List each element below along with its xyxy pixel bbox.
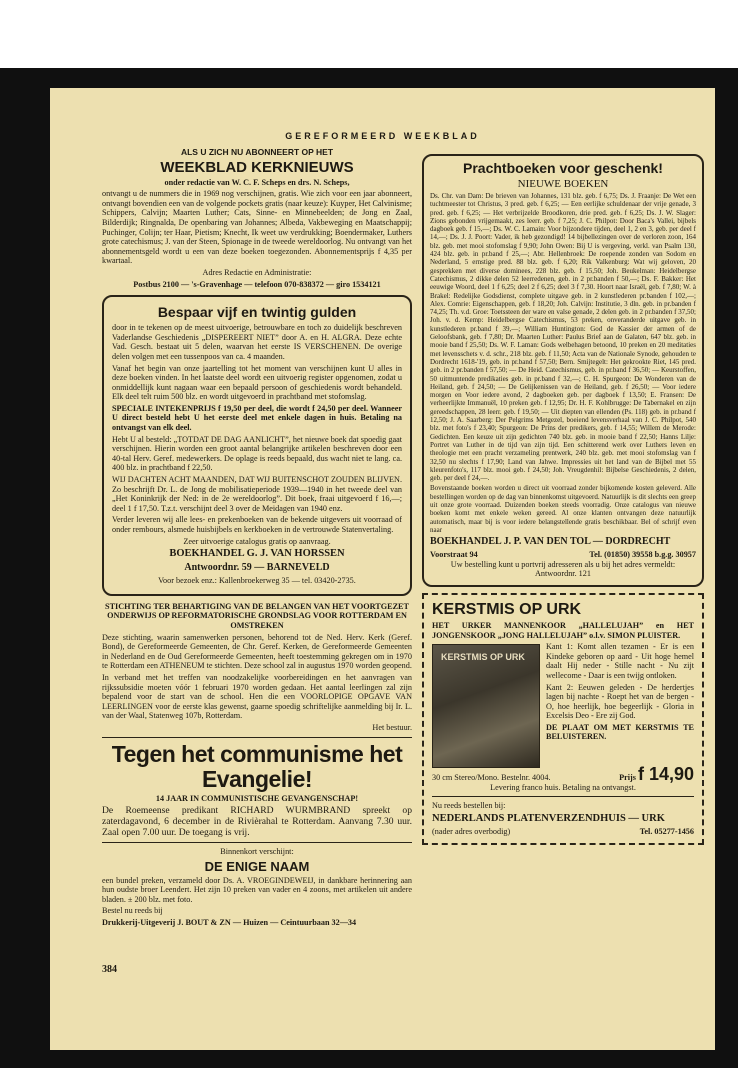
ad-enige-naam xyxy=(102,847,412,928)
ad-van-den-tol-tel: Tel. (01850) 39558 b.g.g. 30957 xyxy=(589,550,696,560)
ad-horssen xyxy=(102,295,412,596)
ad-kerknieuws-kicker: ALS U ZICH NU ABONNEERT OP HET xyxy=(180,147,334,157)
ad-kerstmis-price-row xyxy=(432,764,694,785)
ad-kerstmis-price-group xyxy=(619,764,694,785)
running-title: GEREFORMEERD WEEKBLAD xyxy=(285,131,480,141)
newspaper-page xyxy=(50,88,715,1050)
ad-stichting-body1: Deze stichting, waarin samenwerken personen, behorend tot de Ned. Herv. Kerk (Geref. Bond), de Gereformeerde Gemeenten, de Chr. Geref. Kerken, de Gereformeerde Gemeenten in Nederland en de Oud Gereformeerde Gemeenten, heeft toestemming gekregen om in 1970 te Rotterdam een ATHENEUM te stichten. Deze school zal in augustus 1970 worden geopend. xyxy=(102,632,412,671)
ad-stichting-title: STICHTING TER BEHARTIGING VAN DE BELANGEN VAN HET VOORTGEZET ONDERWIJS OP REFORMATORISCHE GRONDSLAG VOOR ROTTERDAM EN OMSTREKEN xyxy=(105,601,409,630)
page-number: 384 xyxy=(102,964,117,975)
ad-kerstmis-title: KERSTMIS OP URK xyxy=(432,600,582,618)
record-cover-caption: KERSTMIS OP URK xyxy=(441,652,525,663)
ad-kerstmis-order: Nu reeds bestellen bij: xyxy=(432,801,506,811)
ad-horssen-body3: SPECIALE INTEKENPRIJS f 19,50 per deel, die wordt f 24,50 per deel. Wanneer U direct besteld hebt U het eerste deel met enkele dagen in huis. Betaling na ontvangst van elk deel. xyxy=(112,403,402,433)
ad-wurmbrand-body: De Roemeense predikant RICHARD WURMBRAND spreekt op zaterdagavond, 6 december in de Rivièrahal te Rotterdam. Aanvang 7.30 uur. Zaal open 7.00 uur. De toegang is vrij. xyxy=(102,805,412,839)
ad-kerknieuws-address-label: Adres Redactie en Administratie: xyxy=(202,267,312,277)
ad-kerstmis-intro: HET URKER MANNENKOOR „HALLELUJAH” en HET JONGENSKOOR „JONG HALLELUJAH” o.l.v. SIMON PLUISTER. xyxy=(432,620,694,640)
ad-horssen-catalog: Zeer uitvoerige catalogus gratis op aanvraag. xyxy=(183,536,331,546)
ad-kerstmis-company: NEDERLANDS PLATENVERZENDHUIS — URK xyxy=(432,812,665,824)
ad-kerstmis-side2: Kant 2: Eeuwen geleden - De herdertjes lagen bij nachte - Roept het van de bergen - O, hoe heerlijk, hoe begeerlijk - Gloria in Excelsis Deo - Ere zij God. xyxy=(546,682,694,721)
ad-wurmbrand xyxy=(102,742,412,839)
ad-van-den-tol-shop: BOEKHANDEL J. P. VAN DEN TOL — DORDRECHT xyxy=(430,536,671,548)
ad-stichting-body2: In verband met het treffen van noodzakelijke voorbereidingen en het aanvragen van rijkssubsidie moeten vóór 1 februari 1970 worden gedaan. Het aantal leerlingen zal zijn bepalend voor de start van de school. Hen die een VOORLOPIGE OPGAVE VAN LEERLINGEN voor de eerste klas gewenst, gaarne spoedig schriftelijke aanmelding bij Ir. L. van der Waal, Statenweg 107b, Rotterdam. xyxy=(102,672,412,721)
ad-kerknieuws-address: Postbus 2100 — 's-Gravenhage — telefoon 070-838372 — giro 1534121 xyxy=(133,279,381,289)
ad-enige-naam-publisher: Drukkerij-Uitgeverij J. BOUT & ZN — Huizen — Ceintuurbaan 32—34 xyxy=(102,918,357,928)
ad-horssen-body5: WIJ DACHTEN ACHT MAANDEN, DAT WIJ BUITENSCHOT ZOUDEN BLIJVEN. Zo beschrijft Dr. L. de Jong de mobilisatieperiode 1939—1940 in het tweede deel van „Het Koninkrijk der Ned: in de 2e wereldoorlog”. Dit boek, fraai uitgevoerd f 16,—; deel 1 f 17,50. T.z.t. verschijnt deel 3 over de Meidagen van 1940 enz. xyxy=(112,475,402,513)
ad-horssen-visit: Voor bezoek enz.: Kallenbroekerweg 35 — tel. 03420-2735. xyxy=(158,576,356,586)
ad-horssen-title: Bespaar vijf en twintig gulden xyxy=(157,304,357,321)
ad-van-den-tol-body: Bovenstaande boeken worden u direct uit voorraad zonder bijkomende kosten geleverd. Alle bestellingen worden op de dag van binnenkomst uitgevoerd. Natuurlijk is dit slechts een greep uit onze grote voorraad. Duizenden boeken steeds voorradig. Onze catalogus van nieuwe boeken komt met enkele weken gereed. Al onze klanten ontvangen deze natuurlijk automatisch, maar bij is voor iedere belangstellende gratis beschikbaar. Bel of schrijf even naar xyxy=(430,484,696,534)
ad-horssen-body4: Hebt U al besteld: „TOTDAT DE DAG AANLICHT”, het nieuwe boek dat spoedig gaat verschijnen. Hierin worden een groot aantal belangrijke artikelen beschreven door een 40-tal Herv. Geref. medewerkers. De oplage is reeds bepaald, dus wacht niet te lang. ca. 400 blz. in prachtband f 22,50. xyxy=(112,434,402,473)
ad-kerstmis-contact xyxy=(432,827,694,837)
ad-van-den-tol-booklist: Ds. Chr. van Dam: De brieven van Johannes, 131 blz. geb. f 6,75; Ds. J. Fraanje: De Wet een tuchtmeester tot Christus, 3 pred. geb. f 6,25; — Een eerlijke schuldenaar der vrije genade, 3 pred. geb. f 6,25; — Het verbrijzelde Broodkoren, drie pred. geb. f 6,25; Ds. J. W. Slager: Zions gebonden vrijgemaakt, zes leerr. geb. f 7,25; J. C. Philpot: Door Baca's Vallei, bijbels dagboek geb. f 15,—; Ds. W. C. Lamain: Voor bijzondere tijden, deel 1, 2 en 3, geb. per deel f 14,—; Ds. J. J. Poort: Vader, ik heb gezondigd! 14 bijbellezingen over de verloren zoon, 164 blz. geb. met mooi stofomslag f 9,90; John Owen: Bij U is vergeving, verkl. van Psalm 130, 424 blz. geb. in pr.band f 25,—; Abr. Hellenbroek: De roepende zonden van Sodom en Nederland, 5 ernstige pred. 88 blz. geb. f 6,20; Rik Valkenburg: Wat wij geloven, 20 gesprekken met diverse dominees, 228 blz. geb. f 15,50; Joh. Beukelman: Heidelbergse Catechismus, 2 dikke delen 52 leerredenen, geb. in 2 pr.banden f 50,—; Ds. F. Bakker: Het eeuwige Woord, deel 1 f 6,25; deel 2 f 6,25; deel 3 f 7,30. Hoort naar Israël, geb. f 7,80; W. à Brakel: Redelijke Godsdienst, complete uitgave geb. in 2 kunstlederen pr.banden f 102,—; Alex. Comrie: Eigenschappen, geb. f 18,20; Joh. Calvijn: Institutie, 3 dln. geb. in pr.banden f 74,25; Th. v.d. Groe: Toetssteen der ware en valse genade, 2 delen geb. in 2 pr.banden f 37,50; Joh. v. d. Kemp: Heidelbergse Catechismus, 53 preken, onveranderde uitgave geb. in kunstlederen pr.band f 39,—; William Huntington: God de Kassier der armen of de Geloofsbank, geb. f 7,80; Dr. Maarten Luther: Paulus Brief aan de Galaten, 647 blz. geb. in mooie band f 25,50; Ds. W. F. Laman: Gods welbehagen betoond, 10 preken en 20 meditaties met levensschets v. d. schr., 218 blz. geb. f 11,50; Acta van de Nationale Synode, gehouden te Dordrecht 1618-'19, geb. in pr.band f 57,50; Bern. Smijtegelt: Het gekrookte Riet, 145 pred. geb. in 2 pr.banden f 57,50; — De Heid. Catechismus, geb. in pr.band f 36,50; — Keurstoffen, 50 uitmuntende predikaties geb. in pr.band f 32,—; C. H. Spurgeon: De Wonderen van de Heiland, geb. f 24,50; — De Gelijkenissen van de Heiland, geb. f 26,50; — Voor iedere morgen en Voor iedere avond, 2 dagboeken geb. per dagboek f 13,50; E. Fransen: De verheerlijkte Immanuël, 10 preken geb. f 12,95; Dr. H. F. Kohlbrugge: De Tabernakel en zijn gereedschappen, 28 leerr. geb. f 19,50; — Uit diepten van ellenden (Ps. 118) geb. in pr.band f 12,50; J. A. Saarberg: Der Pelgrims Metgezel, boeiend levensverhaal van J. C. Philpot, 540 blz. met foto's f 23,40; Spurgeon: De Prins der predikers, geb. f 14,55; Willem de Merode: Gedichten. Een keuze uit zijn gedichten 740 blz. geb. in mooie band f 22,50; Hanns Lilje: Portret van Luther in de tijd van zijn tijd. Een schitterend werk over Luthers leven en theologie met een pracht verzameling prentwerk, 240 blz. geb. met mooi stofomslag van f 32,50 nu slechts f 17,90; Land van Jahwe. Impressies uit het land van de Bijbel met 55 kleurenfoto's, 117 blz. mooi geb. f 24,50; Joh. Vreugdenhil: Bijbelse Geschiedenis, 2 delen, geb. per deel f 24,—. xyxy=(430,192,696,483)
ad-kerstmis-side1: Kant 1: Komt allen tezamen - Er is een Kindeke geboren op aard - Uit hoge hemel daalt Hij neder - Stille nacht - Nu zijt wellecome - Daar is een twijg ontloken. xyxy=(546,642,694,680)
divider xyxy=(432,796,694,797)
divider xyxy=(102,842,412,843)
ad-horssen-body2: Vanaf het begin van onze jaartelling tot het moment van verschijnen kunt U alles in deze boeken vinden. In het laatste deel wordt een uitvoerig register opgenomen, zodat u onmiddellijk kunt nagaan waar een bepaald persoon of geschiedenis wordt behandeld. Elk deel telt ruim 500 blz. en wordt uitgevoerd in prachtband met stofomslag. xyxy=(112,363,402,402)
ad-van-den-tol-contact xyxy=(430,550,696,560)
record-cover-photo xyxy=(432,644,540,768)
divider xyxy=(102,737,412,738)
ad-stichting-sign: Het bestuur. xyxy=(372,722,412,732)
left-column xyxy=(102,148,412,930)
ad-kerstmis-price-label: Prijs xyxy=(619,773,636,783)
ad-van-den-tol-title: Prachtboeken voor geschenk! xyxy=(463,160,663,176)
ad-kerstmis-price: f 14,90 xyxy=(637,764,694,785)
ad-kerknieuws-subtitle: onder redactie van W. C. F. Scheps en drs. N. Scheps, xyxy=(164,177,350,187)
ad-kerstmis-op-urk xyxy=(422,593,704,845)
ad-enige-naam-title: DE ENIGE NAAM xyxy=(204,858,310,874)
ad-horssen-shop-address: Antwoordnr. 59 — BARNEVELD xyxy=(184,562,330,574)
ad-kerstmis-delivery: Levering franco huis. Betaling na ontvangst. xyxy=(490,782,636,792)
ad-kerknieuws xyxy=(102,148,412,289)
ad-van-den-tol-street: Voorstraat 94 xyxy=(430,550,478,560)
ad-wurmbrand-sub: 14 JAAR IN COMMUNISTISCHE GEVANGENSCHAP! xyxy=(155,793,359,803)
ad-kerstmis-tel: Tel. 05277-1456 xyxy=(639,826,694,836)
ad-enige-naam-body: een bundel preken, verzameld door Ds. A. VROEGINDEWEIJ, in dankbare herinnering aan hun oudste broer Leendert. Het zijn 10 preken van vader en 4 zoons, met artikelen uit andere bladen. ± 200 blz. met foto. xyxy=(102,875,412,904)
ad-wurmbrand-title: Tegen het communisme het Evangelie! xyxy=(111,740,403,792)
ad-kerknieuws-body: ontvangt u de nummers die in 1969 nog verschijnen, gratis. Wie zich voor een jaar abonneert, ontvangt bovendien een van de volgende pockets gratis (naar keuze): Kuyper, Het Calvinisme; Schippers, Calvijn; Maarten Luther; Cats, Sinne- en Minnebeelden; de Jong en Zaal, Bilderdijk; Ringnalda, De openbaring van Johannes; Albeda, Vakbeweging en Maatschappij; Puchinger, Colijn; ter Haar, Pietism; Knecht, Ik weet uw verdrukking; Boendermaker, Luthers grote catechismus; J. van der Steen, Spionage in de tweede wereldoorlog. Nu ontvangt van het abonnementsgeld wordt u een van deze boeken toegezonden. Abonnementsprijs f 4,35 per kwartaal. xyxy=(102,189,413,266)
ad-stichting xyxy=(102,602,412,733)
ad-kerstmis-company-note: (nader adres overbodig) xyxy=(432,826,511,836)
ad-kerstmis-record: 30 cm Stereo/Mono. Bestelnr. 4004. xyxy=(432,773,551,783)
ad-kerknieuws-title: WEEKBLAD KERKNIEUWS xyxy=(160,158,354,176)
ad-kerstmis-plate: DE PLAAT OM MET KERSTMIS TE BELUISTEREN. xyxy=(546,722,694,742)
right-column xyxy=(422,148,704,851)
ad-enige-naam-kicker: Binnenkort verschijnt: xyxy=(220,847,294,857)
ad-van-den-tol xyxy=(422,154,704,587)
ad-horssen-body1: door in te tekenen op de meest uitvoerige, betrouwbare en toch zo duidelijk beschreven Vaderlandse Geschiedenis „DISPEREERT NIET” door A. en H. ALGRA. Deze echte Vad. Gesch. bestaat uit 5 delen, waarvan het eerste IS VERSCHENEN. De overige delen volgen met een tussenpoos van ca. 4 maanden. xyxy=(112,323,402,361)
ad-van-den-tol-sub: NIEUWE BOEKEN xyxy=(517,178,609,190)
ad-horssen-shop: BOEKHANDEL G. J. VAN HORSSEN xyxy=(169,548,345,560)
ad-horssen-body6: Verder leveren wij alle lees- en prekenboeken van de bekende uitgevers uit voorraad of onder rembours, alsmede huisbijbels en kerkboeken in de vertrouwde Statenvertaling. xyxy=(112,515,402,534)
ad-van-den-tol-note: Uw bestelling kunt u portvrij adresseren als u bij het adres vermeldt: Antwoordnr. 121 xyxy=(450,559,676,579)
ad-enige-naam-order: Bestel nu reeds bij xyxy=(102,906,163,916)
